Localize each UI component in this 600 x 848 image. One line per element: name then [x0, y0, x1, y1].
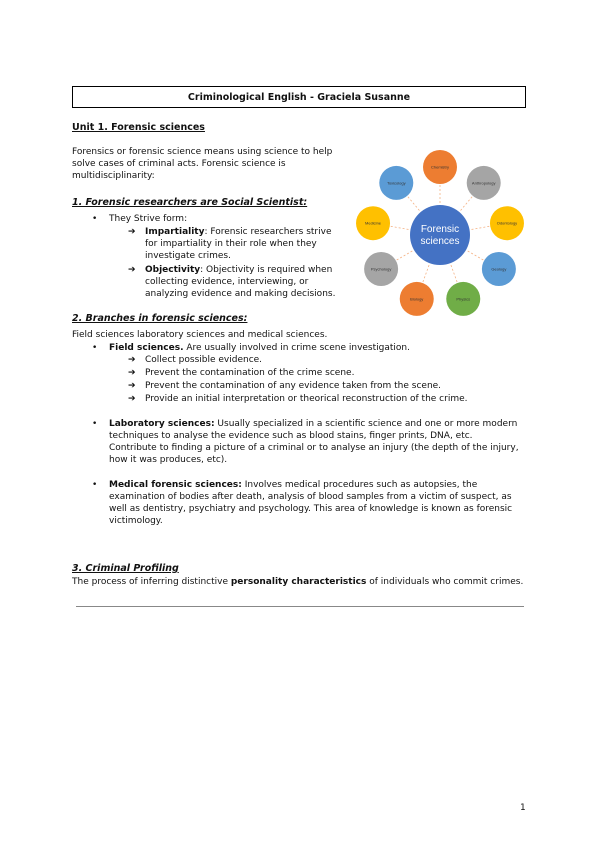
laboratory-text: how it was produces, etc).	[109, 455, 228, 465]
laboratory-text: Usually specialized in a scientific science and one or more modern	[214, 419, 518, 429]
impartiality-text: : Forensic researchers strive	[204, 227, 332, 237]
diagram-node-label: Toxicology	[386, 180, 406, 186]
laboratory-text: Contribute to finding a picture of a criminal or to analyse an injury (the depth of the injury,	[109, 443, 519, 453]
intro-line: Forensics or forensic science means using science to help	[72, 147, 333, 157]
medical-sciences-term: Medical forensic sciences:	[109, 480, 242, 490]
impartiality-term: Impartiality	[145, 227, 205, 237]
section-2-heading: 2. Branches in forensic sciences:	[72, 313, 248, 324]
intro-paragraph	[72, 146, 352, 182]
objectivity-term: Objectivity	[145, 265, 201, 275]
arrow-icon: ➔	[128, 355, 136, 365]
section-2-intro: Field sciences laboratory sciences and medical sciences.	[72, 330, 328, 340]
profiling-text: The process of inferring distinctive	[72, 577, 231, 587]
arrow-icon: ➔	[128, 368, 136, 378]
horizontal-divider	[76, 606, 524, 607]
strive-text: They Strive form:	[109, 214, 188, 224]
impartiality-text: for impartiality in their role when they	[145, 239, 317, 249]
bullet-marker: •	[92, 419, 98, 429]
diagram-node-label: Geology	[491, 266, 507, 272]
bullet-marker: •	[92, 480, 98, 490]
intro-line: solve cases of criminal acts. Forensic science is	[72, 159, 286, 169]
objectivity-text: analyzing evidence and making decisions.	[145, 289, 336, 299]
section-3-heading: 3. Criminal Profiling	[72, 563, 179, 574]
bullet-marker: •	[92, 343, 98, 353]
section-3-text	[72, 576, 523, 588]
arrow-icon: ➔	[128, 265, 136, 275]
medical-text: Involves medical procedures such as autopsies, the	[241, 480, 478, 490]
objectivity-text: collecting evidence, interviewing, or	[145, 277, 309, 287]
document-title-box	[72, 86, 526, 108]
impartiality-text: investigate crimes.	[145, 251, 231, 261]
center-label-line: Forensic	[420, 224, 460, 235]
center-node	[410, 205, 470, 265]
bullet-marker: •	[92, 214, 98, 224]
document-title: Criminological English - Graciela Susanne	[187, 91, 411, 103]
arrow-icon: ➔	[128, 394, 136, 404]
laboratory-text: techniques to analyse the evidence such as blood stains, finger prints, DNA, etc.	[109, 431, 473, 441]
laboratory-sciences-term: Laboratory sciences:	[109, 419, 215, 429]
diagram-node-label: Physics	[456, 296, 471, 302]
medical-text: examination of bodies after death, analysis of blood samples from a victim of suspect, as	[109, 492, 512, 502]
field-item: Provide an initial interpretation or theorical reconstruction of the crime.	[145, 394, 468, 404]
medical-text: well as dentistry, psychiatry and psychology. This area of knowledge is known as forensic	[109, 504, 513, 514]
diagram-node-label: Odontology	[496, 220, 518, 226]
forensic-sciences-diagram	[350, 150, 530, 320]
objectivity-item	[145, 264, 355, 300]
diagram-node-label: Psychology	[370, 266, 392, 272]
field-sciences-text: Are usually involved in crime scene investigation.	[183, 343, 410, 353]
page-number: 1	[520, 803, 526, 813]
diagram-node-label: Chemistry	[430, 164, 450, 170]
intro-line: multidisciplinarity:	[72, 171, 155, 181]
objectivity-text: : Objectivity is required when	[200, 265, 333, 275]
arrow-icon: ➔	[128, 381, 136, 391]
field-sciences-item	[109, 342, 410, 354]
field-item: Collect possible evidence.	[145, 355, 263, 365]
impartiality-item	[145, 226, 345, 262]
profiling-bold: personality characteristics	[230, 577, 367, 587]
laboratory-sciences-item	[109, 418, 529, 466]
medical-text: victimology.	[109, 516, 163, 526]
field-item: Prevent the contamination of the crime scene.	[145, 368, 355, 378]
diagram-node-label: Biology	[410, 296, 424, 302]
field-item: Prevent the contamination of any evidence taken from the scene.	[145, 381, 442, 391]
arrow-icon: ➔	[128, 227, 136, 237]
medical-sciences-item	[109, 479, 529, 527]
diagram-node-label: Anthropology	[471, 180, 496, 186]
section-1-heading: 1. Forensic researchers are Social Scientist:	[72, 197, 308, 208]
unit-title: Unit 1. Forensic sciences	[72, 122, 205, 133]
center-label-line: sciences	[420, 236, 460, 247]
field-sciences-term: Field sciences.	[109, 343, 184, 353]
diagram-node-label: Medicine	[365, 220, 382, 226]
profiling-text: of individuals who commit crimes.	[366, 577, 524, 587]
